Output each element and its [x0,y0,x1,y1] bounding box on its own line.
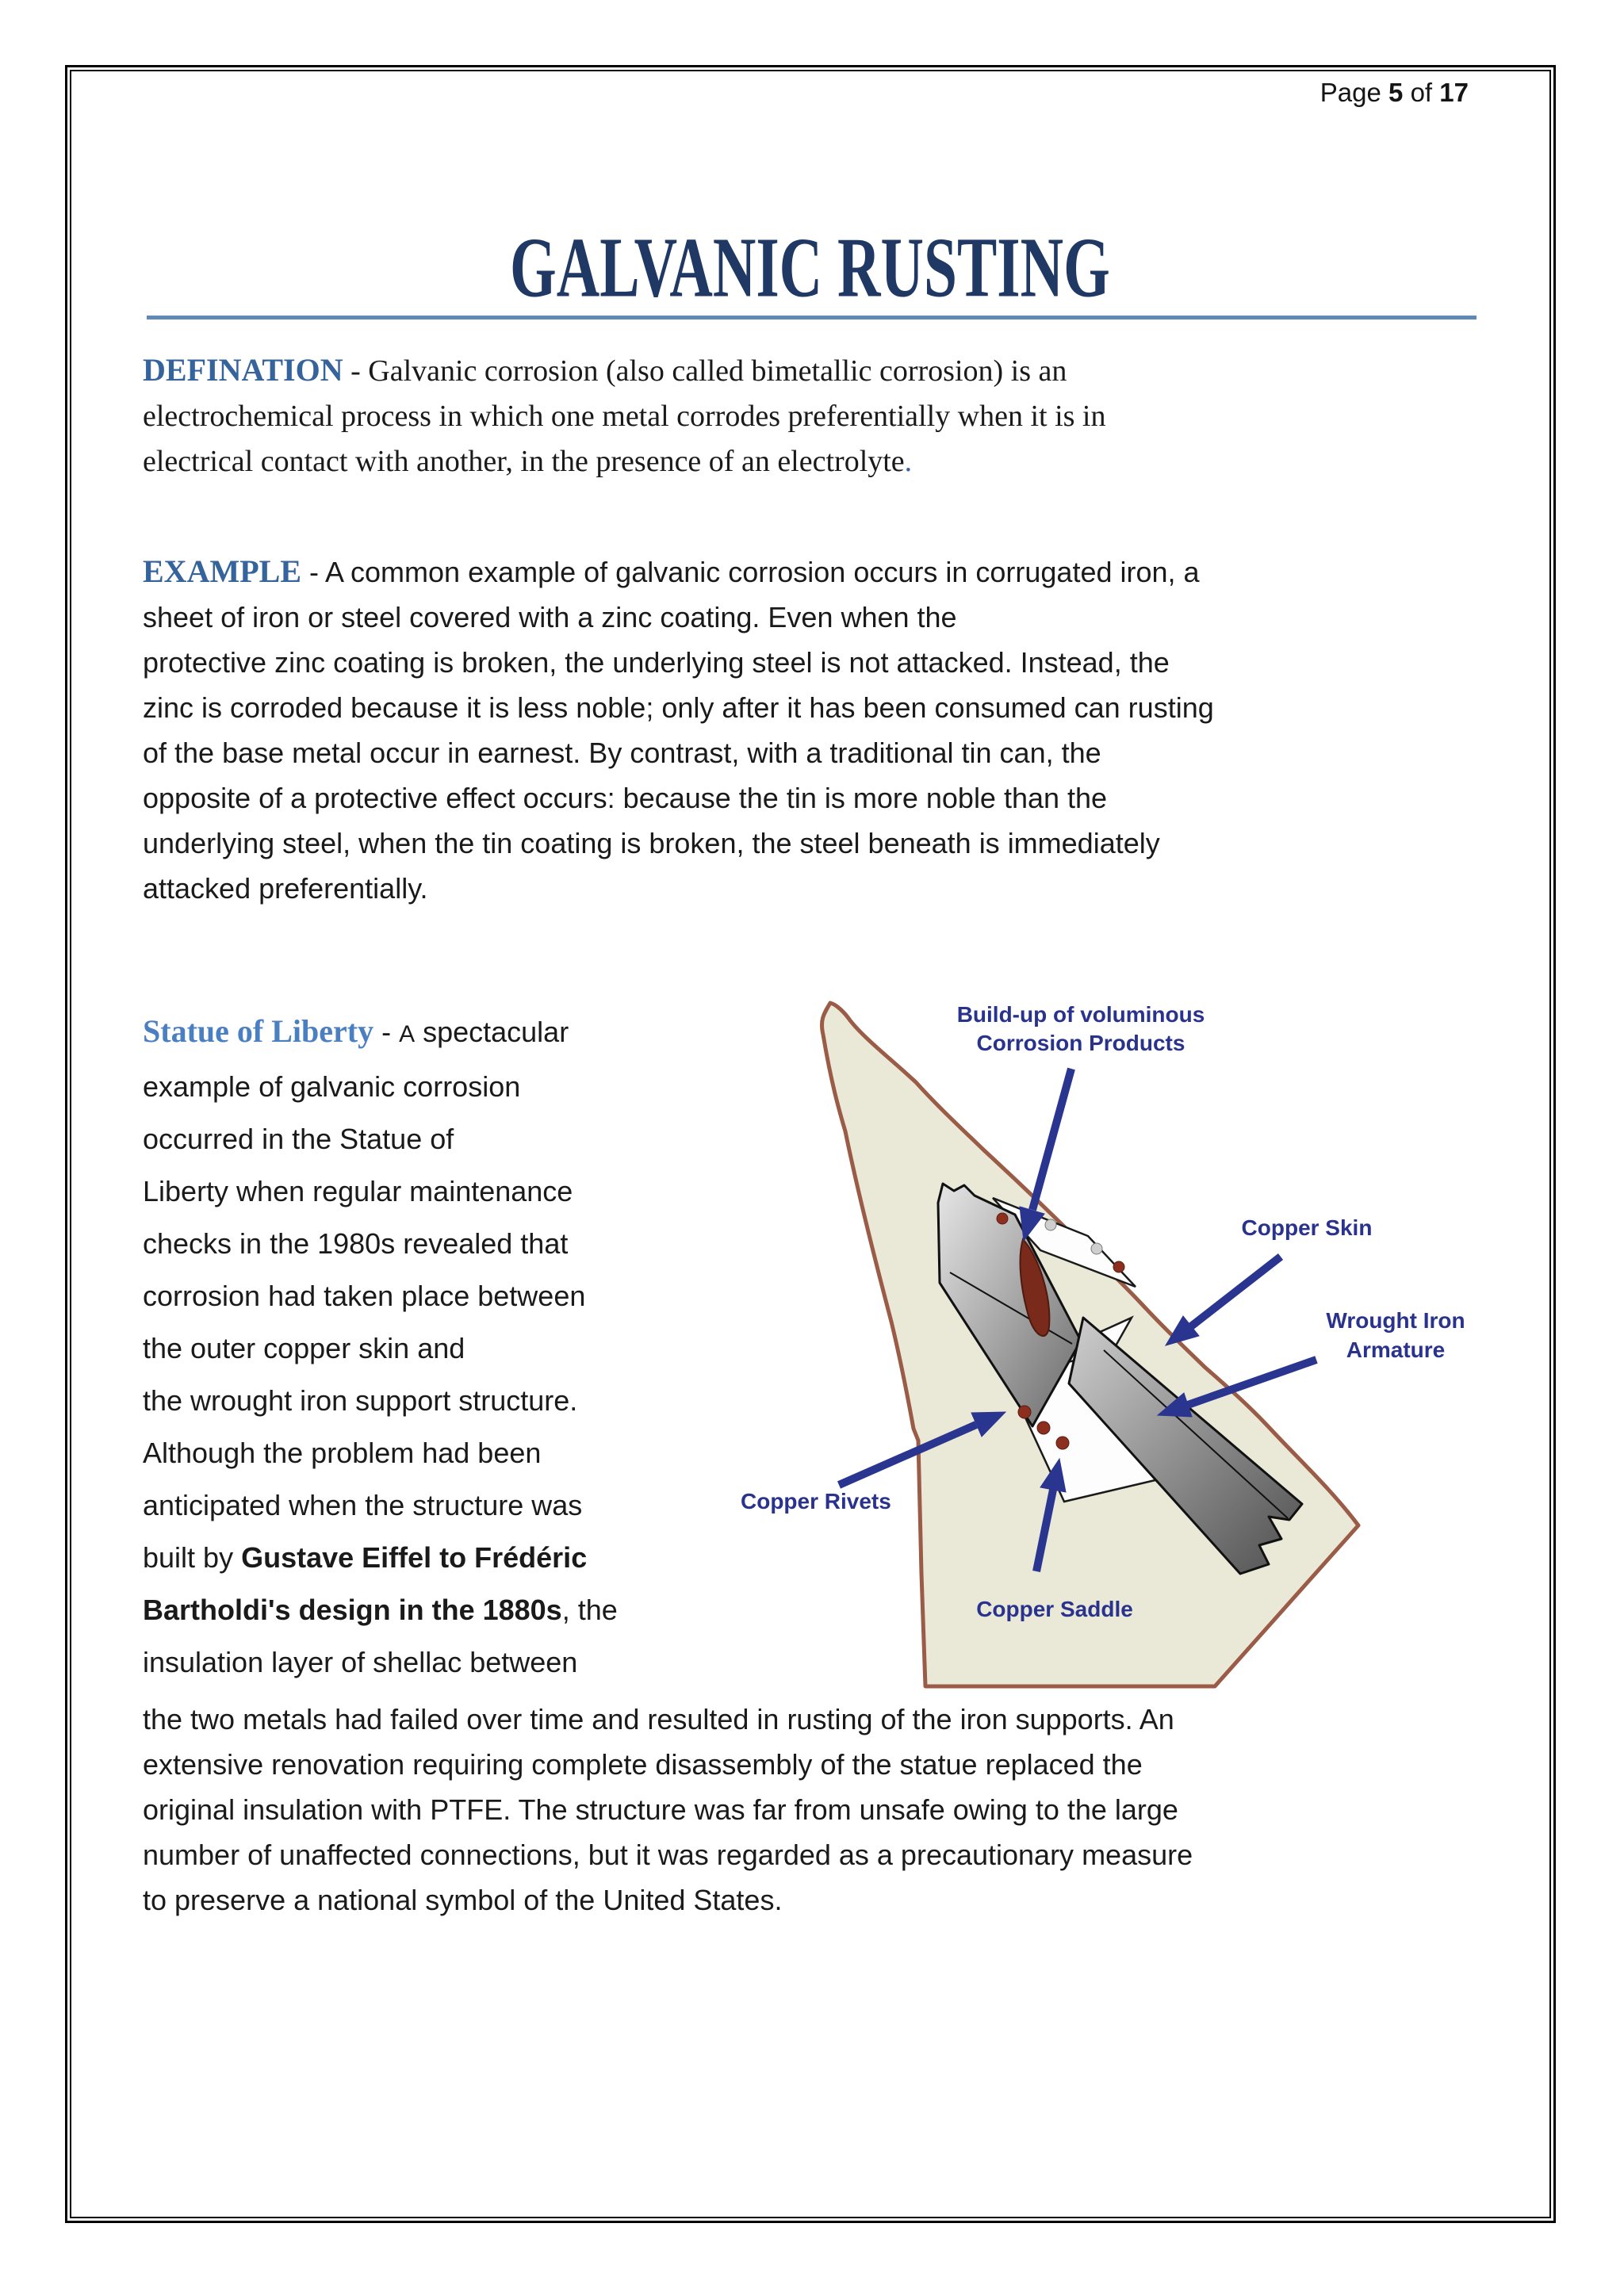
text-line: DEFINATION - Galvanic corrosion (also called bimetallic corrosion) is an [143,352,1067,388]
text-line: corrosion had taken place between [143,1280,586,1312]
rivet-dot [1018,1406,1031,1418]
label-copper-rivets: Copper Rivets [741,1489,891,1513]
rivet-dot [1056,1437,1069,1449]
text-line: protective zinc coating is broken, the underlying steel is not attacked. Instead, the [143,646,1170,679]
text-line: extensive renovation requiring complete disassembly of the statue replaced the [143,1748,1143,1781]
text-line: opposite of a protective effect occurs: because the tin is more noble than the [143,782,1108,814]
text-line: example of galvanic corrosion [143,1070,521,1103]
text-line: electrochemical process in which one metal corrodes preferentially when it is in [143,400,1106,433]
arrow-corrosion [1032,1069,1071,1210]
text-line: insulation layer of shellac between [143,1646,578,1678]
paragraph-statue-of-liberty [143,1005,618,1689]
text-line: built by Gustave Eiffel to Frédéric [143,1541,588,1574]
text-line: the outer copper skin and [143,1332,465,1364]
text-line: anticipated when the structure was [143,1489,583,1521]
label-copper-saddle: Copper Saddle [976,1597,1133,1621]
rivet-dot [1091,1243,1102,1254]
text-line: of the base metal occur in earnest. By contrast, with a traditional tin can, the [143,737,1101,769]
text-line: EXAMPLE - A common example of galvanic corrosion occurs in corrugated iron, a [143,553,1200,589]
title-rule [147,316,1477,320]
arrow-copper-skin [1191,1257,1281,1326]
label-wrought-iron-line2: Armature [1346,1337,1446,1362]
text-line: the wrought iron support structure. [143,1384,578,1417]
text-line: underlying steel, when the tin coating is broken, the steel beneath is immediately [143,827,1160,859]
page-number: 5 [1388,78,1404,107]
text-line: attacked preferentially. [143,872,428,905]
text-line: the two metals had failed over time and resulted in rusting of the iron supports. An [143,1703,1174,1735]
paragraph-closing [143,1697,1193,1923]
text-line: Liberty when regular maintenance [143,1175,573,1207]
page-title: GALVANIC RUSTING [509,219,1110,316]
corrosion-diagram [714,971,1507,1697]
corrosion-diagram-svg [714,971,1507,1697]
page-label: Page [1320,78,1381,107]
text-line: to preserve a national symbol of the United States. [143,1884,783,1916]
label-buildup-line1: Build-up of voluminous [956,1002,1205,1027]
text-line: original insulation with PTFE. The structure was far from unsafe owing to the large [143,1793,1178,1826]
label-buildup-line2: Corrosion Products [976,1031,1185,1055]
paragraph-example [143,549,1214,911]
text-line: Statue of Liberty - A spectacular [143,1013,569,1049]
text-line: electrical contact with another, in the presence of an electrolyte. [143,445,913,478]
rivet-dot [1045,1219,1056,1230]
text-line: Bartholdi's design in the 1880s, the [143,1594,618,1626]
page-total: 17 [1439,78,1469,107]
paragraph-definition [143,347,1105,484]
header-page-info [1320,78,1469,108]
text-line: sheet of iron or steel covered with a zinc coating. Even when the [143,601,957,633]
rivet-dot [997,1213,1008,1224]
text-line: checks in the 1980s revealed that [143,1227,569,1260]
title-wrap [143,219,1477,316]
of-label: of [1410,78,1433,107]
label-copper-skin: Copper Skin [1241,1215,1373,1240]
text-line: Although the problem had been [143,1437,542,1469]
label-wrought-iron-line1: Wrought Iron [1326,1308,1465,1333]
rivet-dot [1037,1422,1050,1434]
text-line: occurred in the Statue of [143,1123,454,1155]
rivet-dot [1113,1261,1124,1272]
text-line: zinc is corroded because it is less noble; only after it has been consumed can rusting [143,691,1214,724]
text-line: number of unaffected connections, but it was regarded as a precautionary measure [143,1839,1193,1871]
